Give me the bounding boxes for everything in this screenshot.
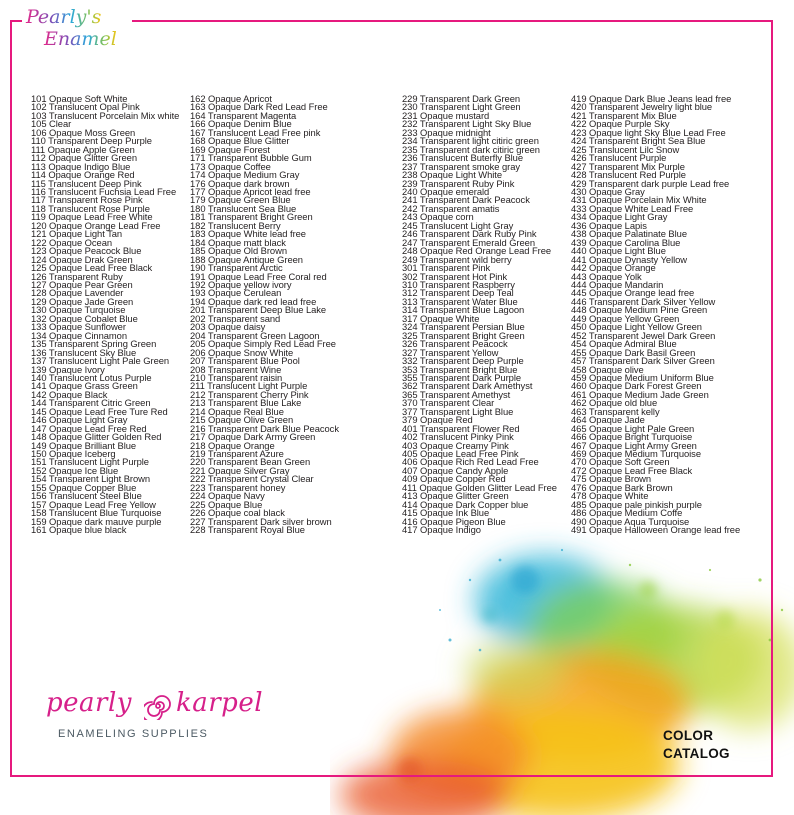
color-list-item: 425 Translucent Lilc Snow [571, 143, 680, 155]
pearlys-enamel-logo [22, 2, 132, 50]
color-list-item: 475 Opaque Brown [571, 473, 651, 485]
color-list-item: 152 Opaque Ice Blue [31, 464, 119, 476]
color-list-item: 181 Transparent Bright Green [190, 211, 313, 223]
color-list-item: 466 Opaque Bright Turquoise [571, 431, 693, 443]
color-list-item: 105 Clear [31, 118, 72, 130]
color-list-item: 467 Opaque Light Army Green [571, 439, 697, 451]
color-list-item: 159 Opaque dark mauve purple [31, 515, 162, 527]
color-list-item: 149 Opaque Brilliant Blue [31, 439, 137, 451]
color-list-item: 441 Opaque Dynasty Yellow [571, 253, 688, 265]
color-list-item: 227 Transparent Dark silver brown [190, 515, 332, 527]
color-list-item: 439 Opaque Carolina Blue [571, 236, 681, 248]
color-list-item: 424 Transparent Bright Sea Blue [571, 135, 706, 147]
color-list-item: 436 Opaque Lapis [571, 219, 647, 231]
color-list-item: 134 Opaque Cinnamon [31, 329, 127, 341]
color-list-item: 158 Translucent Blue Turquoise [31, 507, 162, 519]
color-list-item: 332 Transparent Deep Purple [402, 355, 524, 367]
color-list-item: 463 Transparent kelly [571, 405, 660, 417]
color-list-item: 126 Transparent Ruby [31, 270, 123, 282]
color-list-item: 125 Opaque Lead Free Black [31, 262, 153, 274]
catalog-line-1: COLOR [663, 728, 714, 743]
color-list-item: 118 Translucent Rose Purple [31, 202, 150, 214]
color-list-item: 249 Transparent wild berry [402, 253, 512, 265]
color-list-item: 188 Opaque Antique Green [190, 253, 303, 265]
color-list-item: 464 Opaque Jade [571, 414, 645, 426]
color-list-item: 406 Opaque Rich Red Lead Free [402, 456, 539, 468]
color-list-item: 156 Translucent Steel Blue [31, 490, 142, 502]
color-list-item: 163 Opaque Dark Red Lead Free [190, 101, 328, 113]
color-list-item: 409 Opaque Copper Red [402, 473, 506, 485]
color-list-item: 247 Transparent Emerald Green [402, 236, 535, 248]
catalog-line-2: CATALOG [663, 746, 730, 761]
color-list-item: 161 Opaque blue black [31, 524, 127, 536]
color-list-item: 136 Translucent Sky Blue [31, 346, 137, 358]
color-list-item: 115 Translucent Deep Pink [31, 177, 142, 189]
color-list-item: 122 Opaque Ocean [31, 236, 113, 248]
color-list-item: 431 Opaque Porcelain Mix White [571, 194, 707, 206]
color-catalog-label [663, 727, 730, 763]
color-list-item: 455 Opaque Dark Basil Green [571, 346, 696, 358]
color-list-item: 422 Opaque Purple Sky [571, 118, 670, 130]
color-list-item: 238 Opaque Light White [402, 169, 503, 181]
color-list-item: 216 Transparent Dark Blue Peacock [190, 422, 339, 434]
color-list-item: 140 Translucent Lotus Purple [31, 371, 152, 383]
logo-subtitle: ENAMELING SUPPLIES [58, 728, 209, 740]
color-list-item: 142 Opaque Black [31, 388, 108, 400]
color-list-item: 147 Opaque Lead Free Red [31, 422, 147, 434]
color-list-item: 370 Transparent Clear [402, 397, 495, 409]
color-list-item: 212 Transparent Cherry Pink [190, 388, 309, 400]
color-list-item: 135 Transparent Spring Green [31, 338, 157, 350]
color-list-item: 465 Opaque Light Pale Green [571, 422, 695, 434]
color-list-item: 101 Opaque Soft White [31, 93, 128, 104]
color-list-item: 478 Opaque White [571, 490, 649, 502]
color-list-item: 438 Opaque Palatinate Blue [571, 228, 687, 240]
color-list-item: 430 Opaque Gray [571, 185, 645, 197]
color-list-item: 246 Transparent Dark Ruby Pink [402, 228, 537, 240]
color-list-item: 229 Transparent Dark Green [402, 93, 521, 104]
color-list-item: 137 Translucent Light Pale Green [31, 355, 170, 367]
color-list-item: 154 Transparent Light Brown [31, 473, 151, 485]
color-list-item: 204 Transparent Green Lagoon [190, 329, 320, 341]
color-list-item: 237 Transparent smoke gray [402, 160, 521, 172]
color-list-item: 402 Translucent Pinky Pink [402, 431, 514, 443]
color-list-item: 113 Opaque Indigo Blue [31, 160, 131, 172]
color-list-item: 233 Opaque midnight [402, 126, 491, 138]
color-list-item: 191 Opaque Lead Free Coral red [190, 270, 327, 282]
color-list-item: 217 Opaque Dark Army Green [190, 431, 316, 443]
color-list-item: 193 Opaque Cerulean [190, 287, 282, 299]
color-list-item: 139 Opaque Ivory [31, 363, 105, 375]
color-list-item: 355 Transparent Dark Purple [402, 371, 522, 383]
color-list-item: 164 Transparent Magenta [190, 109, 297, 121]
color-list-item: 476 Opaque Bark Brown [571, 481, 673, 493]
color-list-item: 179 Opaque Green Blue [190, 194, 291, 206]
color-list-item: 426 Translucent Purple [571, 152, 667, 164]
color-list-item: 183 Opaque White lead free [190, 228, 306, 240]
color-list-item: 460 Opaque Dark Forest Green [571, 380, 702, 392]
color-list-item: 219 Transparent Azure [190, 448, 284, 460]
color-list-item: 427 Transparent Mix Purple [571, 160, 685, 172]
color-list-item: 145 Opaque Lead Free Ture Red [31, 405, 168, 417]
color-list-item: 213 Transparent Blue Lake [190, 397, 302, 409]
color-list-item: 461 Opaque Medium Jade Green [571, 388, 709, 400]
color-list-item: 241 Transparent Dark Peacock [402, 194, 530, 206]
color-list-item: 210 Transparent raisin [190, 371, 283, 383]
color-list-item: 214 Opaque Real Blue [190, 405, 284, 417]
color-list-item: 120 Opaque Orange Lead Free [31, 219, 161, 231]
color-list-item: 240 Opaque emerald [402, 185, 490, 197]
color-list-item: 239 Transparent Ruby Pink [402, 177, 515, 189]
color-list-item: 127 Opaque Pear Green [31, 278, 133, 290]
color-list-item: 182 Translucent Berry [190, 219, 281, 231]
color-list-column-2 [190, 95, 339, 535]
color-list-item: 205 Opaque Simply Red Lead Free [190, 338, 336, 350]
color-list-item: 168 Opaque Blue Glitter [190, 135, 290, 147]
color-list-item: 102 Translucent Opal Pink [31, 101, 140, 113]
color-list-item: 407 Opaque Candy Apple [402, 464, 509, 476]
color-list-item: 123 Opaque Peacock Blue [31, 245, 142, 257]
color-list-item: 150 Opaque Iceberg [31, 448, 116, 460]
color-list-item: 201 Transparent Deep Blue Lake [190, 304, 327, 316]
color-list-item: 472 Opaque Lead Free Black [571, 464, 693, 476]
svg-text:Pearly's: Pearly's [26, 6, 102, 28]
color-list-item: 130 Opaque Turquoise [31, 304, 126, 316]
color-list-item: 452 Transparent Jewel Dark Green [571, 329, 716, 341]
color-list-item: 155 Opaque Copper Blue [31, 481, 137, 493]
color-list-item: 151 Translucent Light Purple [31, 456, 149, 468]
color-list-item: 225 Opaque Blue [190, 498, 263, 510]
color-list-item: 211 Translucent Light Purple [190, 380, 308, 392]
color-list-item: 459 Opaque Medium Uniform Blue [571, 371, 714, 383]
color-list-item: 403 Opaque Creamy Pink [402, 439, 509, 451]
color-list-item: 324 Transparent Persian Blue [402, 321, 525, 333]
color-list-item: 185 Opaque Old Brown [190, 245, 287, 257]
logo-word-pearly: pearly [46, 688, 132, 718]
color-list-item: 313 Transparent Water Blue [402, 295, 518, 307]
color-list-item: 486 Opaque Medium Coffe [571, 507, 683, 519]
color-list-item: 174 Opaque Medium Gray [190, 169, 300, 181]
color-list-item: 416 Opaque Pigeon Blue [402, 515, 506, 527]
color-list-item: 457 Transparent Dark Silver Green [571, 355, 715, 367]
color-list-item: 146 Opaque Light Gray [31, 414, 128, 426]
color-list-item: 169 Opaque Forest [190, 143, 270, 155]
color-list-item: 302 Transparent Hot Pink [402, 270, 508, 282]
color-list-column-3 [402, 95, 557, 535]
color-list-item: 207 Transparent Blue Pool [190, 355, 300, 367]
color-list-item: 470 Opaque Soft Green [571, 456, 670, 468]
color-list-column-1 [31, 95, 179, 535]
color-list-item: 110 Transparent Deep Purple [31, 135, 152, 147]
color-list-item: 148 Opaque Glitter Golden Red [31, 431, 162, 443]
color-list-item: 167 Translucent Lead Free pink [190, 126, 321, 138]
color-list-item: 248 Opaque Red Orange Lead Free [402, 245, 552, 257]
color-list-item: 231 Opaque mustard [402, 109, 490, 121]
color-list-item: 245 Translucent Light Gray [402, 219, 514, 231]
color-list-item: 458 Opaque olive [571, 363, 644, 375]
color-list-item: 420 Transparent Jewelry light blue [571, 101, 713, 113]
color-list-item: 325 Transparent Bright Green [402, 329, 525, 341]
color-list-item: 224 Opaque Navy [190, 490, 265, 502]
color-list-item: 184 Opaque matt black [190, 236, 286, 248]
color-list-item: 443 Opaque Yolk [571, 270, 642, 282]
color-list-item: 310 Transparent Raspberry [402, 278, 515, 290]
color-list-item: 442 Opaque Orange [571, 262, 656, 274]
color-list-item: 446 Transparent Dark Silver Yellow [571, 295, 716, 307]
color-list-item: 124 Opaque Drak Green [31, 253, 133, 265]
color-list-item: 128 Opaque Lavender [31, 287, 124, 299]
color-list-item: 190 Transparent Arctic [190, 262, 283, 274]
color-list-item: 132 Opaque Cobalet Blue [31, 312, 138, 324]
color-list-item: 220 Transparent Bean Green [190, 456, 311, 468]
color-list-item: 117 Transparent Rose Pink [31, 194, 143, 206]
color-list-item: 112 Opaque Glitter Green [31, 152, 137, 164]
color-list-item: 462 Opaque old blue [571, 397, 658, 409]
color-list-item: 362 Transparent Dark Amethyst [402, 380, 533, 392]
color-list-item: 440 Opaque Light Blue [571, 245, 666, 257]
color-list-item: 326 Transparent Peacock [402, 338, 508, 350]
color-list-item: 379 Opaque Red [402, 414, 473, 426]
color-list-item: 228 Transparent Royal Blue [190, 524, 305, 536]
color-list-item: 180 Translucent Sea Blue [190, 202, 297, 214]
color-list-item: 218 Opaque Orange [190, 439, 275, 451]
color-list-item: 129 Opaque Jade Green [31, 295, 134, 307]
color-list-item: 469 Opaque Medium Turquoise [571, 448, 701, 460]
swirl-icon [144, 692, 172, 720]
color-list-item: 171 Transparent Bubble Gum [190, 152, 312, 164]
color-list-item: 176 Opaque dark brown [190, 177, 290, 189]
color-list-item: 317 Opaque White [402, 312, 480, 324]
color-list-item: 242 Transparent amatis [402, 202, 500, 214]
color-list-item: 141 Opaque Grass Green [31, 380, 138, 392]
color-list-item: 434 Opaque Light Gray [571, 211, 668, 223]
color-list-item: 243 Opaque corn [402, 211, 474, 223]
color-list-item: 133 Opaque Sunflower [31, 321, 126, 333]
color-list-item: 202 Transparent sand [190, 312, 281, 324]
color-list-item: 106 Opaque Moss Green [31, 126, 136, 138]
color-list-item: 194 Opaque dark red lead free [190, 295, 317, 307]
color-list-item: 166 Opaque Denim Blue [190, 118, 292, 130]
color-list-item: 173 Opaque Coffee [190, 160, 271, 172]
logo-word-karpel: karpel [176, 688, 264, 718]
color-list-item: 230 Transparent Light Green [402, 101, 521, 113]
color-list-item: 221 Opaque Silver Gray [190, 464, 290, 476]
color-list-item: 114 Opaque Orange Red [31, 169, 135, 181]
color-list-item: 222 Transparent Crystal Clear [190, 473, 314, 485]
color-list-item: 215 Opaque Olive Green [190, 414, 294, 426]
color-list-item: 414 Opaque Dark Copper blue [402, 498, 529, 510]
color-list-item: 157 Opaque Lead Free Yellow [31, 498, 156, 510]
color-list-item: 232 Transparent Light Sky Blue [402, 118, 532, 130]
color-list-item: 223 Transparent honey [190, 481, 286, 493]
color-list-item: 144 Transparent Citric Green [31, 397, 151, 409]
color-list-item: 491 Opaque Halloween Orange lead free [571, 524, 741, 536]
color-list-item: 192 Opaque yellow ivory [190, 278, 292, 290]
color-list-item: 415 Opaque Ink Blue [402, 507, 490, 519]
color-list-item: 103 Translucent Porcelain Mix white [31, 109, 180, 121]
color-list-item: 121 Opaque Light Tan [31, 228, 123, 240]
color-list-item: 314 Transparent Blue Lagoon [402, 304, 525, 316]
color-list-item: 119 Opaque Lead Free White [31, 211, 153, 223]
color-list-item: 162 Opaque Apricot [190, 93, 272, 104]
color-list-item: 327 Transparent Yellow [402, 346, 499, 358]
color-list-item: 449 Opaque Yellow Green [571, 312, 680, 324]
color-list-item: 177 Opaque Apricot lead free [190, 185, 311, 197]
color-list-item: 428 Translucent Red Purple [571, 169, 686, 181]
color-list-item: 411 Opaque Golden Glitter Lead Free [402, 481, 557, 493]
color-list-item: 421 Transparent Mix Blue [571, 109, 677, 121]
color-list-item: 417 Opaque Indigo [402, 524, 481, 536]
color-list-item: 203 Opaque daisy [190, 321, 266, 333]
color-list-item: 235 Transparent dark citiric green [402, 143, 540, 155]
color-list-item: 234 Transparent light citiric green [402, 135, 539, 147]
color-list-item: 423 Opaque light Sky Blue Lead Free [571, 126, 726, 138]
color-list-item: 226 Opaque coal black [190, 507, 285, 519]
color-list-item: 401 Transparent Flower Red [402, 422, 520, 434]
pearly-karpel-logo [46, 688, 264, 748]
color-list-item: 448 Opaque Medium Pine Green [571, 304, 708, 316]
color-list-item: 429 Transparent dark purple Lead free [571, 177, 730, 189]
color-list-item: 405 Opaque Lead Free Pink [402, 448, 519, 460]
color-list-item: 312 Transparent Deep Teal [402, 287, 514, 299]
svg-text:Enamel: Enamel [44, 28, 117, 50]
color-list-item: 413 Opaque Glitter Green [402, 490, 509, 502]
color-list-item: 377 Transparent Light Blue [402, 405, 514, 417]
color-list-item: 433 Opaque White Lead Free [571, 202, 694, 214]
color-list-item: 445 Opaque Orange lead free [571, 287, 695, 299]
color-list-item: 454 Opaque Admiral Blue [571, 338, 677, 350]
color-list-item: 301 Transparent Pink [402, 262, 491, 274]
color-list-item: 208 Transparent Wine [190, 363, 282, 375]
color-list-item: 365 Transparent Amethyst [402, 388, 511, 400]
color-list-item: 111 Opaque Apple Green [31, 143, 135, 155]
color-list-item: 236 Translucent Buterfly Blue [402, 152, 524, 164]
color-list-item: 116 Translucent Fuchsia Lead Free [31, 185, 177, 197]
color-list-column-4 [571, 95, 740, 535]
color-list-item: 450 Opaque Light Yellow Green [571, 321, 702, 333]
color-list-item: 419 Opaque Dark Blue Jeans lead free [571, 93, 732, 104]
color-list-item: 490 Opaque Aqua Turquoise [571, 515, 690, 527]
color-list-item: 444 Opaque Mandarin [571, 278, 664, 290]
color-list-item: 206 Opaque Snow White [190, 346, 294, 358]
color-list-item: 485 Opaque pale pinkish purple [571, 498, 702, 510]
color-list-item: 353 Transparent Bright Blue [402, 363, 518, 375]
